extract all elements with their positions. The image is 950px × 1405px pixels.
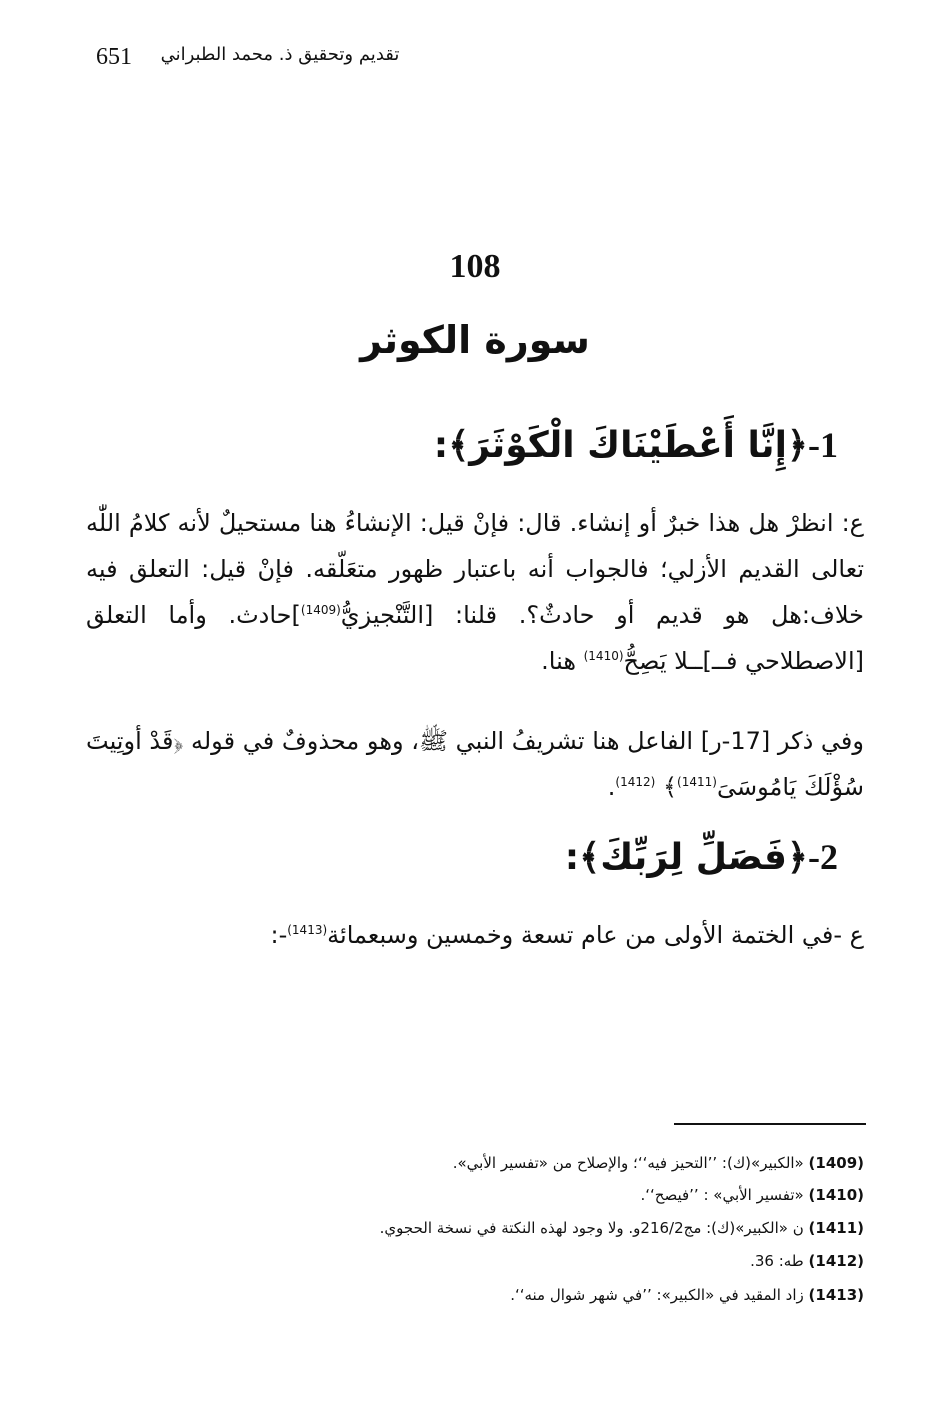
footnote-number: (1411): [808, 1219, 864, 1237]
footnote-ref-1412[interactable]: (1412): [615, 775, 656, 789]
footnote-1412: [750, 1252, 864, 1270]
paragraph-2-part-2: ﴾: [655, 773, 678, 801]
paragraph-3: [86, 912, 864, 958]
verse-1-text: ﴿إِنَّا أَعْطَيْنَاكَ الْكَوْثَرَ﴾:: [433, 425, 808, 466]
footnote-text: «تفسير الأبي» : ’’فيصح‘‘.: [640, 1186, 804, 1204]
paragraph-1: [86, 500, 864, 684]
verse-2-number: 2-: [808, 837, 838, 877]
running-title: تقديم وتحقيق ذ. محمد الطبراني: [160, 44, 400, 65]
footnote-ref-1409[interactable]: (1409): [300, 603, 341, 617]
chapter-title: سورة الكوثر: [360, 318, 590, 362]
footnote-number: (1413): [808, 1286, 864, 1304]
footnote-separator: [674, 1123, 866, 1125]
footnote-text: ن «الكبير»(ك): مج216/2و. ولا وجود لهذه النكتة في نسخة الحجوي.: [379, 1219, 804, 1237]
footnote-number: (1410): [808, 1186, 864, 1204]
verse-2-text: ﴿فَصَلِّ لِرَبِّكَ﴾:: [564, 837, 808, 878]
paragraph-2-part-1: وفي ذكر [17-ر] الفاعل هنا تشريفُ النبي ﷺ، وهو محذوفٌ في قوله ﴿قَدْ أوتِيتَ سُؤْلَكَ يَامُوسَىَ: [86, 727, 864, 801]
verse-2-heading: [565, 836, 838, 878]
footnote-ref-1410[interactable]: (1410): [583, 649, 624, 663]
paragraph-1-part-3: هنا.: [541, 647, 584, 675]
verse-1-number: 1-: [808, 425, 838, 465]
paragraph-2: [86, 718, 864, 810]
footnote-ref-1411[interactable]: (1411): [677, 775, 717, 789]
paragraph-3-part-1: ع -في الختمة الأولى من عام تسعة وخمسين وسبعمائة: [327, 921, 864, 949]
chapter-number: 108: [449, 248, 501, 285]
paragraph-1-part-2: ]حادث. وأما التعلق [الاصطلاحي فــ]ــلا يَصِحُّ: [86, 601, 864, 675]
footnote-1413: [510, 1286, 864, 1304]
footnote-1411: [380, 1219, 864, 1237]
verse-1-heading: [434, 424, 838, 466]
footnote-ref-1413[interactable]: (1413): [287, 923, 328, 937]
footnote-text: طه: 36.: [750, 1252, 804, 1270]
footnote-text: «الكبير»(ك): ’’التحيز فيه‘‘؛ والإصلاح من «تفسير الأبي».: [452, 1154, 804, 1172]
paragraph-3-part-2: -:: [270, 921, 288, 949]
footnote-number: (1409): [808, 1154, 864, 1172]
footnote-number: (1412): [808, 1252, 864, 1270]
page-number: 651: [96, 44, 132, 70]
footnote-1409: [453, 1154, 864, 1172]
footnote-text: زاد المقيد في «الكبير»: ’’في شهر شوال منه‘‘.: [510, 1286, 804, 1304]
paragraph-2-part-3: .: [607, 773, 616, 801]
paragraph-1-part-1: ع: انظرْ هل هذا خبرٌ أو إنشاء. قال: فإنْ قيل: الإنشاءُ هنا مستحيلٌ لأنه كلامُ اللّٰه تعالى القديم الأزلي؛ فالجواب أنه باعتبار ظهور متعَلّقه. فإنْ قيل: التعلق فيه خلاف:هل هو قديم أو حادثٌ؟. قلنا: [التَّنْجيزيُّ: [86, 509, 864, 629]
footnote-1410: [640, 1186, 864, 1204]
